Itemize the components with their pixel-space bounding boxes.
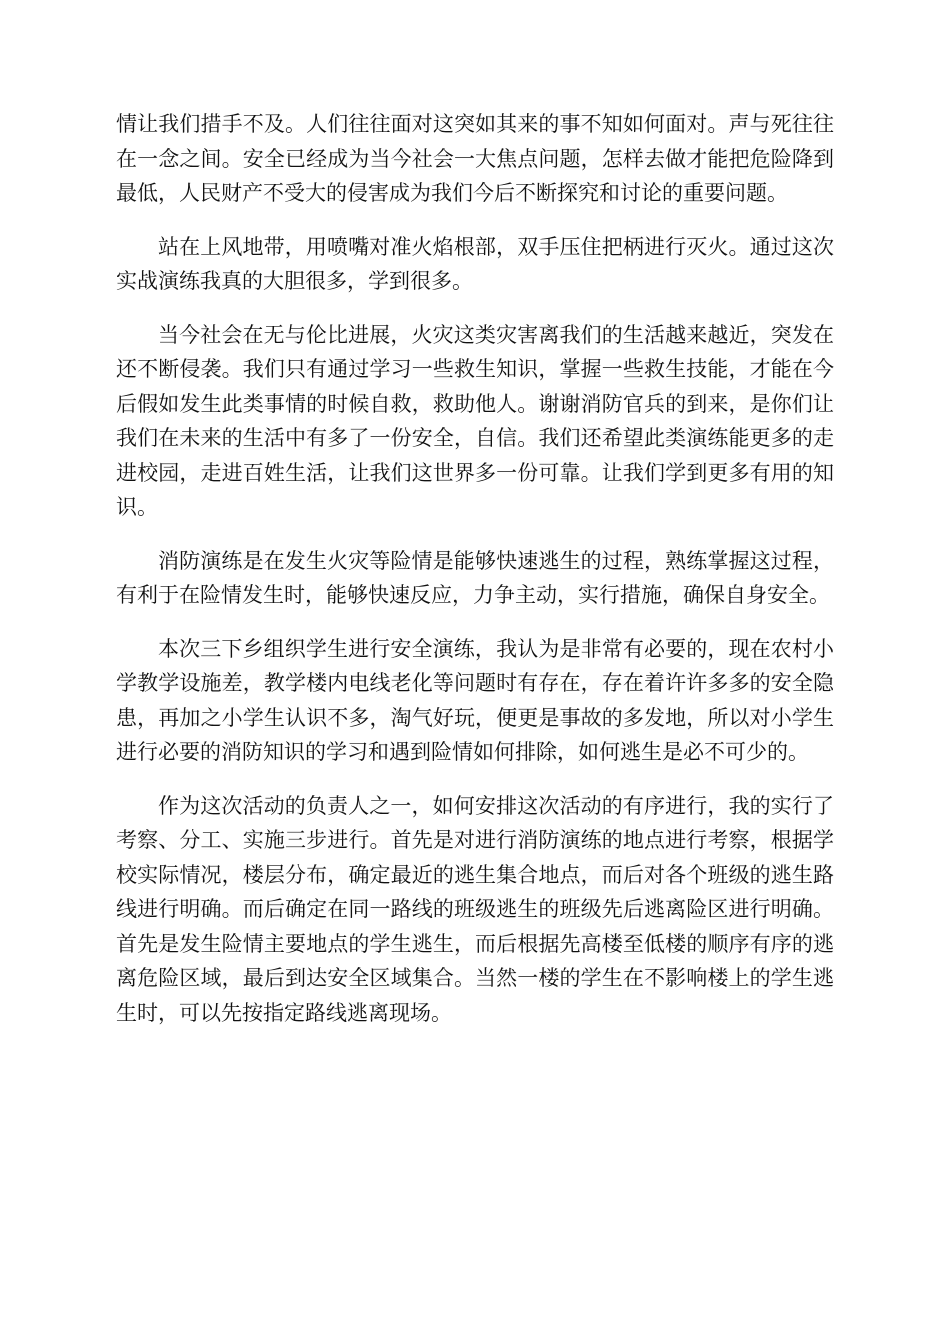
paragraph-2: 站在上风地带，用喷嘴对准火焰根部，双手压住把柄进行灭火。通过这次实战演练我真的大胆很多，学到很多。: [116, 234, 834, 293]
paragraph-1: 情让我们措手不及。人们往往面对这突如其来的事不知如何面对。声与死往往在一念之间。安全已经成为当今社会一大焦点问题，怎样去做才能把危险降到最低，人民财产不受大的侵害成为我们今后不断探究和讨论的重要问题。: [116, 112, 834, 205]
paragraph-3: 当今社会在无与伦比进展，火灾这类灾害离我们的生活越来越近，突发在还不断侵袭。我们只有通过学习一些救生知识，掌握一些救生技能，才能在今后假如发生此类事情的时候自救，救助他人。谢谢消防官兵的到来，是你们让我们在未来的生活中有多了一份安全，自信。我们还希望此类演练能更多的走进校园，走进百姓生活，让我们这世界多一份可靠。让我们学到更多有用的知识。: [116, 322, 834, 519]
document-page: [116, 107, 834, 1049]
paragraph-4: 消防演练是在发生火灾等险情是能够快速逃生的过程，熟练掌握这过程，有利于在险情发生时，能够快速反应，力争主动，实行措施，确保自身安全。: [116, 548, 834, 607]
paragraph-5: 本次三下乡组织学生进行安全演练，我认为是非常有必要的，现在农村小学教学设施差，教学楼内电线老化等问题时有存在，存在着许许多多的安全隐患，再加之小学生认识不多，淘气好玩，便更是事故的多发地，所以对小学生进行必要的消防知识的学习和遇到险情如何排除，如何逃生是必不可少的。: [116, 636, 834, 764]
paragraph-6: 作为这次活动的负责人之一，如何安排这次活动的有序进行，我的实行了考察、分工、实施三步进行。首先是对进行消防演练的地点进行考察，根据学校实际情况，楼层分布，确定最近的逃生集合地点，而后对各个班级的逃生路线进行明确。而后确定在同一路线的班级逃生的班级先后逃离险区进行明确。首先是发生险情主要地点的学生逃生，而后根据先高楼至低楼的顺序有序的逃离危险区域，最后到达安全区域集合。当然一楼的学生在不影响楼上的学生逃生时，可以先按指定路线逃离现场。: [116, 793, 834, 1025]
